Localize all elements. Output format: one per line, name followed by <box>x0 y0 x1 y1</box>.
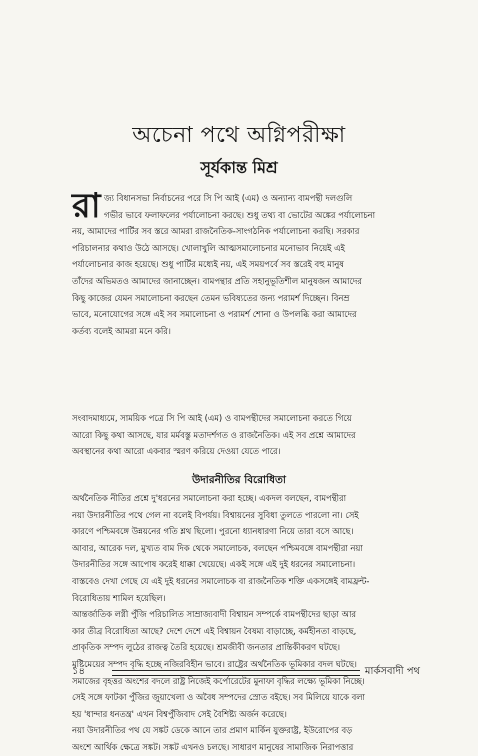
text-line: মুষ্টিমেয়ের সম্পদ বৃদ্ধি হচ্ছে নজিরবিহীন ভাবে। রাষ্ট্রের অর্থনৈতিক ভূমিকার বদল ঘটছে। <box>72 658 357 669</box>
article-title: অচেনা পথে অগ্নিপরীক্ষা <box>132 123 346 148</box>
drop-cap: রা <box>72 186 101 226</box>
text-line: সংবাদমাধ্যমে, সাময়িক পত্রে সি পি আই (এম) ও বামপন্থীদের সমালোচনা করতে গিয়ে <box>72 413 352 423</box>
footer-rule <box>112 670 360 676</box>
text-line: আবার, আরেক দল, মুখ্যত বাম দিক থেকে সমালোচক, বলছেন পশ্চিমবঙ্গে বামপন্থীরা নয়া <box>72 542 363 553</box>
paragraph-2 <box>72 410 420 460</box>
text-line: অবস্থানের কথা আরো একবার স্মরণ করিয়ে দেওয়া যেতে পারে। <box>72 446 281 457</box>
text-line: পরিচালনার কথাও উঠে আসছে। খোলাখুলি আত্মসমালোচনার মনোভাব নিয়েই এই <box>72 242 345 253</box>
text-line: নয়া উদারনীতির পথ যে সঙ্কট ডেকে আনে তার প্রমাণ মার্কিন যুক্তরাষ্ট্র, ইউরোপের বড় <box>72 725 353 736</box>
text-line: নয়, আমাদের পার্টির সব স্তরে আমরা রাজনৈতিক-সাংগঠনিক পর্যালোচনা করছি। সরকার <box>72 226 360 237</box>
text-line: বিরোধিতায় শামিল হয়েছিল। <box>72 592 166 603</box>
paragraph-3 <box>72 490 420 756</box>
text-line: জ্য বিধানসভা নির্বাচনের পরে সি পি আই (এম) ও অন্যান্য বামপন্থী দলগুলি <box>104 193 353 203</box>
paragraph-1 <box>72 186 420 339</box>
page-number: ১৪ <box>72 666 85 677</box>
text-line: সেই সঙ্গে ফাটকা পুঁজির জুয়াখেলা ও অবৈধ সম্পদের স্রোত বইছে। সব মিলিয়ে যাকে বলা <box>72 692 365 703</box>
text-line: অংশে আর্থিক ক্ষেত্রে সঙ্কট। সঙ্কট এখনও চলছে। সাধারণ মানুষের সামাজিক নিরাপত্তার <box>72 741 354 752</box>
text-line: কার তীব্র বিরোধিতা আছে? দেশে দেশে এই বিশ্বায়ন বৈষম্য বাড়াচ্ছে, কর্মহীনতা বাড়ছে, <box>72 625 357 636</box>
text-line: তাঁদের অভিমতও আমাদের জানাচ্ছেন। বামপন্থার প্রতি সহানুভূতিশীল মানুষজন আমাদের <box>72 275 362 286</box>
text-line: কারণে পশ্চিমবঙ্গে উন্নয়নের গতি শ্লথ ছিলো। পুরনো ধ্যানধারণা নিয়ে তারা বসে আছে। <box>72 526 354 537</box>
text-line: প্রাকৃতিক সম্পদ লুঠের রাজত্ব তৈরি হয়েছে। শ্রমজীবী জনতার প্রান্তিকীকরণ ঘটছে। <box>72 642 340 653</box>
text-line: কর্তব্য বলেই আমরা মনে করি। <box>72 325 171 336</box>
section-heading: উদারনীতির বিরোধিতা <box>192 474 286 486</box>
article-author: সূর্যকান্ত মিশ্র <box>200 158 278 177</box>
text-line: বাস্তবেও দেখা গেছে যে এই দুই ধরনের সমালোচক বা রাজনৈতিক শক্তি একসঙ্গেই বামফ্রন্ট- <box>72 575 370 586</box>
text-line: পর্যালোচনার কাজ হয়েছে। শুধু পার্টির মধ্যেই নয়, এই সময়পর্বে সব স্তরেই বহু মানুষ <box>72 259 344 270</box>
text-line: হয় 'ধান্দার ধনতন্ত্র' এখন বিশ্বপুঁজিবাদ সেই বৈশিষ্ট্য অর্জন করেছে। <box>72 708 287 719</box>
text-line: সমাজের বৃহত্তর অংশের বদলে রাষ্ট্র নিজেই কর্পোরেটের মুনাফা বৃদ্ধির লক্ষ্যে ভূমিকা নিচ্ছে। <box>72 675 365 686</box>
text-line: নয়া উদারনীতির পথে গেল না বলেই বিপর্যয়। বিশ্বায়নের সুবিধা তুলতে পারলো না। সেই <box>72 509 359 520</box>
text-line: কিছু কাজের যেমন সমালোচনা করছেন তেমন ভবিষ্যতের জন্য পরামর্শ দিচ্ছেন। বিনম্র <box>72 292 350 303</box>
text-line: অর্থনৈতিক নীতির প্রশ্নে দু'ধরনের সমালোচনা করা হচ্ছে। একদল বলছেন, বামপন্থীরা <box>72 493 347 503</box>
text-line: আন্তর্জাতিক লগ্নী পুঁজি পরিচালিত সাম্রাজ্যবাদী বিশ্বায়ন সম্পর্কে বামপন্থীদের ছাড়া আর <box>72 609 357 620</box>
journal-name: মার্কসবাদী পথ <box>364 666 420 677</box>
text-line: ভাবে, মনোযোগের সঙ্গে এই সব সমালোচনা ও পরামর্শ শোনা ও উপলব্ধি করা আমাদের <box>72 309 357 320</box>
text-line: উদারনীতির সঙ্গে আপোষ করেই ধাক্কা খেয়েছে। একই সঙ্গে এই দুই ধরনের সমালোচনা। <box>72 559 356 570</box>
text-line: আরো কিছু কথা আসছে, যার মর্মবস্তু মতাদর্শগত ও রাজনৈতিক। এই সব প্রশ্নে আমাদের <box>72 429 356 440</box>
text-line: গভীর ভাবে ফলাফলের পর্যালোচনা করছে। শুধু তথ্য বা ভোটের অঙ্কের পর্যালোচনা <box>104 209 376 220</box>
